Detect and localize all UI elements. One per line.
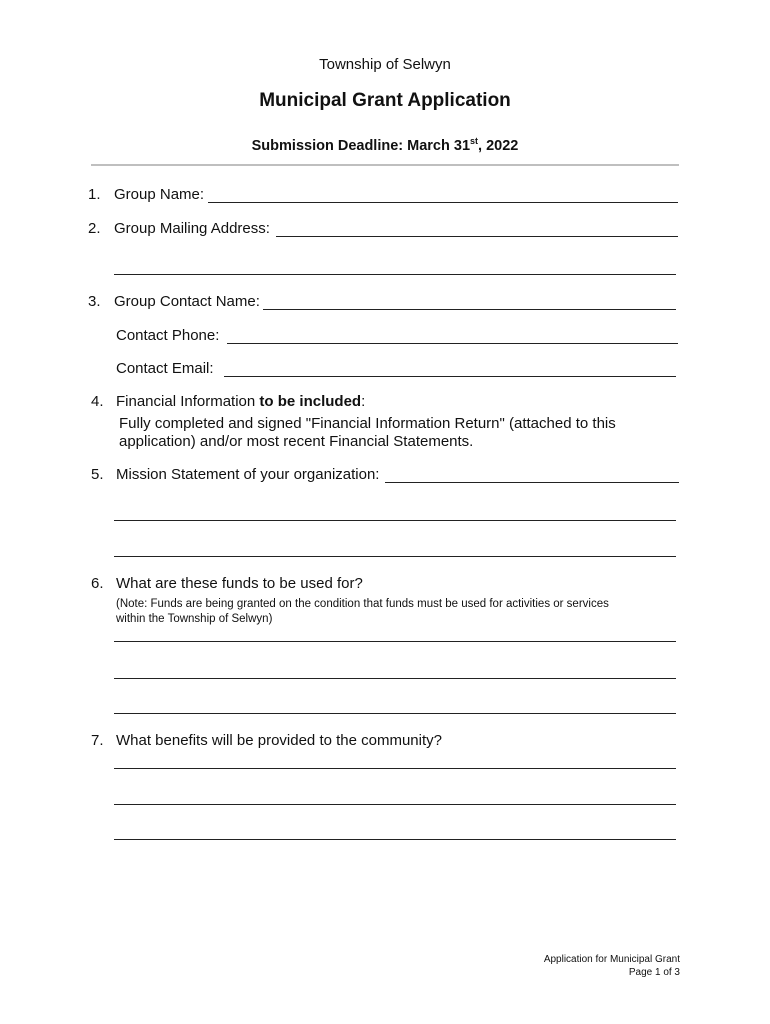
item-number-3: 3. xyxy=(88,293,101,310)
mailing-address-field-line2[interactable] xyxy=(114,274,676,275)
header-divider xyxy=(91,164,679,166)
funds-use-label: What are these funds to be used for? xyxy=(116,575,363,592)
contact-phone-field[interactable] xyxy=(227,343,678,344)
mission-statement-field-line3[interactable] xyxy=(114,556,676,557)
group-name-label: Group Name: xyxy=(114,186,205,203)
item-number-4: 4. xyxy=(91,393,104,410)
mission-statement-label: Mission Statement of your organization: xyxy=(116,466,380,483)
financial-info-body-line1: Fully completed and signed "Financial Information Return" (attached to this xyxy=(119,415,616,432)
mission-statement-field[interactable] xyxy=(385,482,679,483)
organization-name: Township of Selwyn xyxy=(319,56,451,73)
funds-use-field-line1[interactable] xyxy=(114,641,676,642)
mission-statement-field-line2[interactable] xyxy=(114,520,676,521)
group-name-field[interactable] xyxy=(208,202,678,203)
footer-document-name: Application for Municipal Grant xyxy=(543,954,680,965)
deadline-text: Submission Deadline: March 31 xyxy=(251,137,471,154)
contact-phone-label: Contact Phone: xyxy=(116,327,220,344)
deadline-year: , 2022 xyxy=(478,137,519,154)
community-benefits-field-line2[interactable] xyxy=(114,804,676,805)
item-number-1: 1. xyxy=(88,186,101,203)
mailing-address-label: Group Mailing Address: xyxy=(114,220,270,237)
community-benefits-field-line3[interactable] xyxy=(114,839,676,840)
contact-email-field[interactable] xyxy=(224,376,676,377)
financial-info-body-line2: application) and/or most recent Financial Statements. xyxy=(119,433,474,450)
submission-deadline xyxy=(0,136,770,154)
contact-name-field[interactable] xyxy=(263,309,676,310)
contact-email-label: Contact Email: xyxy=(116,360,214,377)
financial-info-colon: : xyxy=(361,393,366,410)
funds-use-note-line1: (Note: Funds are being granted on the condition that funds must be used for activities or services xyxy=(116,598,609,610)
financial-info-heading xyxy=(116,393,365,410)
item-number-5: 5. xyxy=(91,466,104,483)
funds-use-note-line2: within the Township of Selwyn) xyxy=(116,613,273,625)
contact-name-label: Group Contact Name: xyxy=(114,293,260,310)
financial-info-emphasis: to be included xyxy=(259,393,362,410)
mailing-address-field[interactable] xyxy=(276,236,678,237)
footer-page-number: Page 1 of 3 xyxy=(628,967,680,978)
page-title: Municipal Grant Application xyxy=(259,90,511,111)
item-number-2: 2. xyxy=(88,220,101,237)
item-number-7: 7. xyxy=(91,732,104,749)
item-number-6: 6. xyxy=(91,575,104,592)
deadline-superscript: st xyxy=(470,136,479,146)
financial-info-label: Financial Information xyxy=(116,393,260,410)
community-benefits-field-line1[interactable] xyxy=(114,768,676,769)
funds-use-field-line3[interactable] xyxy=(114,713,676,714)
funds-use-field-line2[interactable] xyxy=(114,678,676,679)
community-benefits-label: What benefits will be provided to the community? xyxy=(116,732,442,749)
